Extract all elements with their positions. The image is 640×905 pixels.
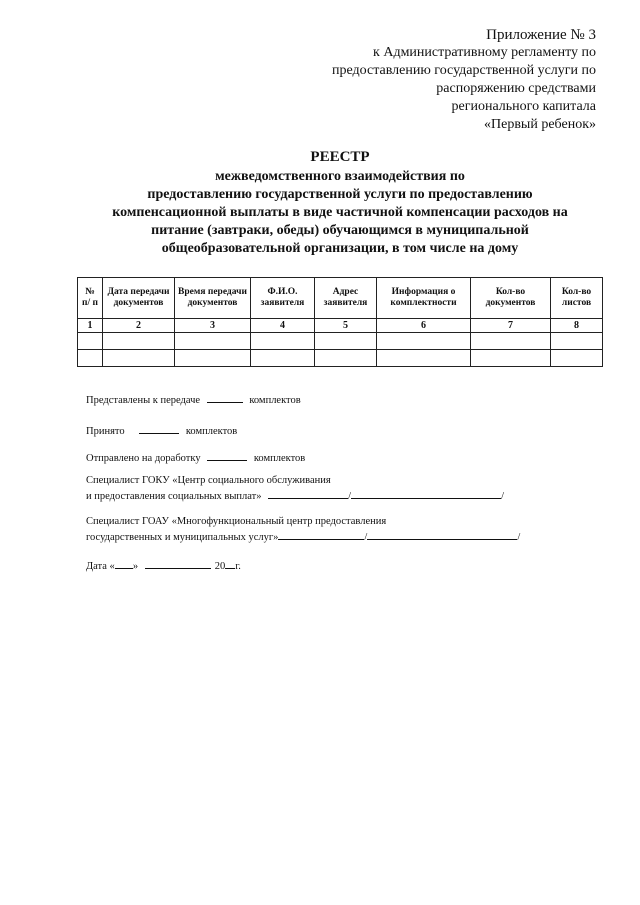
registry-table bbox=[77, 277, 603, 367]
header-cell: Кол-во листов bbox=[551, 278, 603, 319]
appendix-line: «Первый ребенок» bbox=[484, 117, 596, 132]
table-row bbox=[78, 350, 603, 367]
title-line: межведомственного взаимодействия по bbox=[215, 169, 465, 184]
table-cell[interactable] bbox=[551, 350, 603, 367]
number-cell: 1 bbox=[78, 319, 103, 333]
date-year-prefix: 20 bbox=[214, 561, 226, 572]
header-cell: Кол-во документов bbox=[471, 278, 551, 319]
table-cell[interactable] bbox=[78, 350, 103, 367]
submitted-label: Представлены к передаче bbox=[86, 395, 201, 406]
table-row bbox=[78, 333, 603, 350]
table-cell[interactable] bbox=[471, 350, 551, 367]
table-cell[interactable] bbox=[175, 333, 251, 350]
specialist2-line2 bbox=[86, 529, 520, 544]
table-cell[interactable] bbox=[103, 350, 175, 367]
title-line: общеобразовательной организации, в том числе на дому bbox=[161, 241, 519, 256]
slash: / bbox=[364, 532, 368, 543]
table-cell[interactable] bbox=[315, 350, 377, 367]
specialist2-label: государственных и муниципальных услуг» bbox=[86, 532, 279, 543]
date-day-field[interactable] bbox=[115, 558, 133, 569]
date-year-suffix: г. bbox=[235, 561, 241, 572]
specialist2-line1: Специалист ГОАУ «Многофункциональный центр предоставления bbox=[86, 516, 387, 527]
table-cell[interactable] bbox=[251, 333, 315, 350]
table-number-row bbox=[78, 319, 603, 333]
number-cell: 8 bbox=[551, 319, 603, 333]
specialist2-signature-field[interactable] bbox=[278, 529, 364, 540]
slash: / bbox=[517, 532, 521, 543]
appendix-line: предоставлению государственной услуги по bbox=[332, 63, 596, 78]
table-cell[interactable] bbox=[471, 333, 551, 350]
specialist2-name-field[interactable] bbox=[367, 529, 517, 540]
number-cell: 4 bbox=[251, 319, 315, 333]
document-title bbox=[80, 148, 600, 258]
date-line bbox=[86, 558, 241, 573]
appendix-line: распоряжению средствами bbox=[436, 81, 596, 96]
appendix-note bbox=[296, 26, 596, 134]
submitted-line bbox=[86, 392, 301, 407]
table-cell[interactable] bbox=[551, 333, 603, 350]
table-cell[interactable] bbox=[377, 350, 471, 367]
date-label: Дата « bbox=[86, 561, 115, 572]
accepted-count-field[interactable] bbox=[139, 423, 179, 434]
table-cell[interactable] bbox=[175, 350, 251, 367]
submitted-count-field[interactable] bbox=[207, 392, 243, 403]
specialist1-name-field[interactable] bbox=[351, 488, 501, 499]
submitted-suffix: комплектов bbox=[249, 395, 301, 406]
returned-line bbox=[86, 450, 305, 465]
header-cell: Дата передачи документов bbox=[103, 278, 175, 319]
table-cell[interactable] bbox=[78, 333, 103, 350]
table-header-row bbox=[78, 278, 603, 319]
accepted-line bbox=[86, 423, 237, 438]
number-cell: 6 bbox=[377, 319, 471, 333]
specialist1-line1: Специалист ГОКУ «Центр социального обслуживания bbox=[86, 475, 331, 486]
date-month-field[interactable] bbox=[145, 558, 211, 569]
date-quote-close: » bbox=[132, 561, 139, 572]
returned-suffix: комплектов bbox=[253, 453, 306, 464]
specialist1-label: и предоставления социальных выплат» bbox=[86, 491, 262, 502]
header-cell: Адрес заявителя bbox=[315, 278, 377, 319]
header-cell: № п/ п bbox=[78, 278, 103, 319]
appendix-line: к Административному регламенту по bbox=[373, 45, 596, 60]
title-heading: РЕЕСТР bbox=[310, 149, 370, 165]
returned-label: Отправлено на доработку bbox=[86, 453, 201, 464]
date-year-field[interactable] bbox=[225, 558, 235, 569]
title-line: питание (завтраки, обеды) обучающимся в муниципальной bbox=[151, 223, 529, 238]
header-cell: Ф.И.О. заявителя bbox=[251, 278, 315, 319]
header-cell: Информация о комплектности bbox=[377, 278, 471, 319]
appendix-line: регионального капитала bbox=[451, 99, 596, 114]
title-line: предоставлению государственной услуги по предоставлению bbox=[147, 187, 533, 202]
accepted-suffix: комплектов bbox=[185, 426, 238, 437]
number-cell: 2 bbox=[103, 319, 175, 333]
table-cell[interactable] bbox=[251, 350, 315, 367]
slash: / bbox=[501, 491, 504, 502]
accepted-label: Принято bbox=[86, 426, 125, 437]
slash: / bbox=[348, 491, 352, 502]
title-line: компенсационной выплаты в виде частичной компенсации расходов на bbox=[112, 205, 568, 220]
appendix-line: Приложение № 3 bbox=[486, 27, 596, 43]
table-cell[interactable] bbox=[377, 333, 471, 350]
number-cell: 7 bbox=[471, 319, 551, 333]
number-cell: 5 bbox=[315, 319, 377, 333]
number-cell: 3 bbox=[175, 319, 251, 333]
table-cell[interactable] bbox=[315, 333, 377, 350]
specialist1-line2 bbox=[86, 488, 504, 503]
specialist1-signature-field[interactable] bbox=[268, 488, 348, 499]
header-cell: Время передачи документов bbox=[175, 278, 251, 319]
table-cell[interactable] bbox=[103, 333, 175, 350]
returned-count-field[interactable] bbox=[207, 450, 247, 461]
